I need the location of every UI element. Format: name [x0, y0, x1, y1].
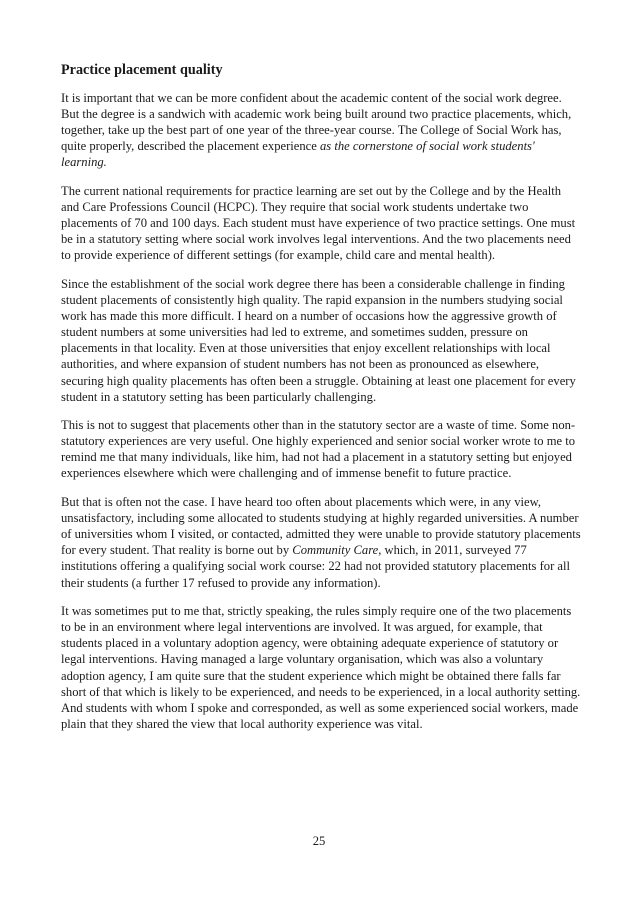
page-content: [61, 61, 581, 744]
section-heading: Practice placement quality: [61, 62, 223, 78]
paragraph-5: [61, 494, 581, 591]
paragraph-text: This is not to suggest that placements other than in the statutory sector are a waste of time. Some non-statutory experiences are very useful. One highly experienced and senior social worker wrote to me to remind me that many individuals, like him, had not had a placement in a statutory setting but enjoyed experiences elsewhere which were challenging and of immense benefit to future practice.: [61, 418, 576, 481]
paragraph-text-after: , which, in 2011, surveyed 77 institutions offering a qualifying social work course: 22 had not provided statutory placements for all their students (a further 17 refused to provide any information).: [61, 543, 571, 590]
paragraph-text: It was sometimes put to me that, strictly speaking, the rules simply require one of the two placements to be in an environment where legal interventions are involved. It was argued, for example, that students placed in a voluntary adoption agency, were obtaining adequate experience of statutory or legal interventions. Having managed a large voluntary organisation, which was also a voluntary adoption agency, I am quite sure that the student experience which might be obtained there falls far short of that which is likely to be experienced, and needs to be experienced, in a local authority setting. And students with whom I spoke and corresponded, as well as some experienced social workers, made plain that they shared the view that local authority experience was vital.: [61, 604, 581, 731]
paragraph-6: [61, 603, 581, 732]
paragraph-emphasis: as the cornerstone of social work students' learning.: [61, 139, 535, 170]
paragraph-text: Since the establishment of the social work degree there has been a considerable challenge in finding student placements of consistently high quality. The rapid expansion in the numbers studying social work has made this more difficult. I heard on a number of occasions how the aggressive growth of student numbers at some universities had led to extreme, and sometimes sudden, pressure on placements in that locality. Even at those universities that enjoy excellent relationships with local authorities, and where expansion of student numbers has not been as pronounced as elsewhere, securing high quality placements has often been a struggle. Obtaining at least one placement for every student in a statutory setting has been particularly challenging.: [61, 276, 576, 404]
page-number: 25: [312, 834, 326, 848]
paragraph-2: [61, 183, 581, 263]
paragraph-emphasis: Community Care: [292, 543, 379, 558]
paragraph-4: [61, 417, 581, 481]
paragraph-text: But that is often not the case. I have heard too often about placements which were, in any view, unsatisfactory, including some allocated to students studying at highly regarded universities. A number of universities whom I visited, or contacted, admitted they were unable to provide statutory placements for every student. That reality is borne out by: [61, 495, 581, 558]
paragraph-text: It is important that we can be more confident about the academic content of the social work degree. But the degree is a sandwich with academic work being built around two practice placements, which, together, take up the best part of one year of the three-year course. The College of Social Work has, quite properly, described the placement experience: [61, 91, 572, 154]
paragraph-1: [61, 90, 581, 170]
paragraph-text: The current national requirements for practice learning are set out by the College and by the Health and Care Professions Council (HCPC). They require that social work students undertake two placements of 70 and 100 days. Each student must have experience of two practice settings. One must be in a statutory setting where social work involves legal interventions. And the two placements need to provide experience of different settings (for example, child care and mental health).: [61, 183, 576, 263]
paragraph-3: [61, 276, 581, 405]
